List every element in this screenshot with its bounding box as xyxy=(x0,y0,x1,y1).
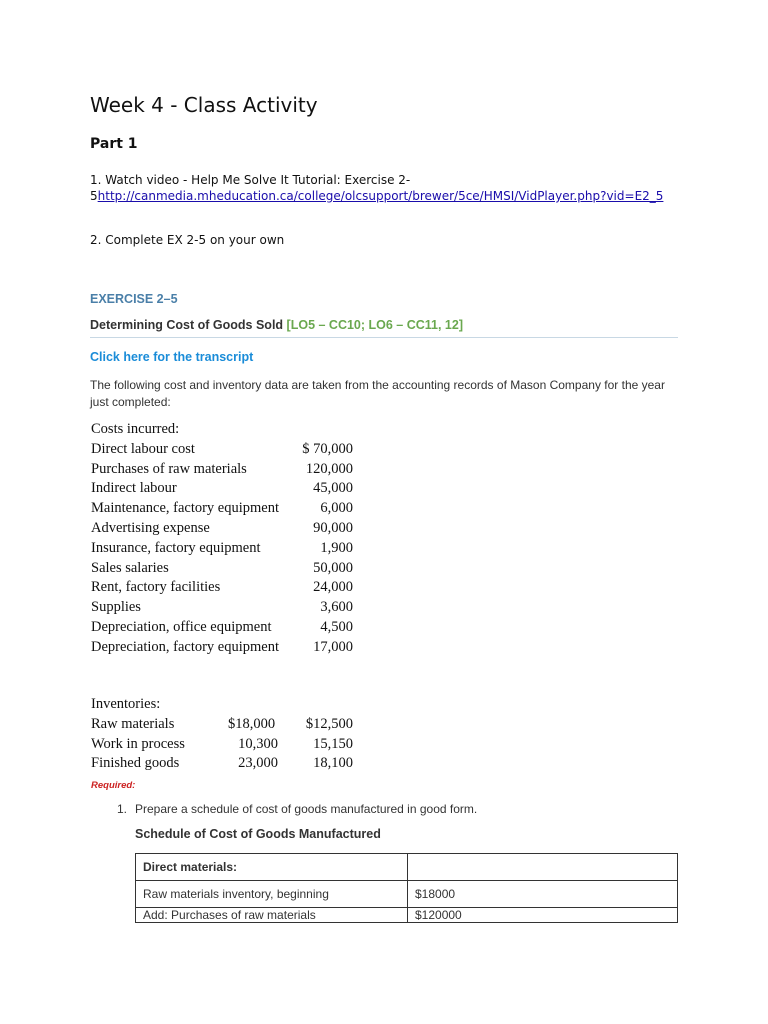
schedule-title: Schedule of Cost of Goods Manufactured xyxy=(135,827,381,841)
cost-row: Indirect labour 45,000 xyxy=(91,480,353,497)
schedule-cell-value: $18000 xyxy=(408,881,678,908)
requirement-text: Prepare a schedule of cost of goods manufactured in good form. xyxy=(135,802,478,816)
cost-row: Insurance, factory equipment 1,900 xyxy=(91,539,353,556)
cost-row: Purchases of raw materials 120,000 xyxy=(91,460,353,477)
exercise-subtitle xyxy=(90,318,463,332)
costs-heading: Costs incurred: xyxy=(91,421,180,437)
exercise-subtitle-text: Determining Cost of Goods Sold xyxy=(90,318,284,332)
table-row xyxy=(136,908,678,923)
cost-row: Maintenance, factory equipment 6,000 xyxy=(91,500,353,517)
inventory-row: Work in process 10,300 15,150 xyxy=(91,735,353,752)
instruction-text: 1. Watch video - Help Me Solve It Tutorial: Exercise 2-5 xyxy=(90,173,411,203)
instruction-complete-exercise: 2. Complete EX 2-5 on your own xyxy=(90,233,285,247)
cost-row: Direct labour cost $ 70,000 xyxy=(91,440,353,457)
schedule-cell-value xyxy=(408,854,678,881)
schedule-cell-label: Add: Purchases of raw materials xyxy=(136,908,408,923)
cost-row: Depreciation, office equipment 4,500 xyxy=(91,618,353,635)
page-title: Week 4 - Class Activity xyxy=(90,93,318,117)
cost-row: Advertising expense 90,000 xyxy=(91,519,353,536)
exercise-title: EXERCISE 2–5 xyxy=(90,292,178,306)
schedule-cell-label: Raw materials inventory, beginning xyxy=(136,881,408,908)
schedule-cell-value: $120000 xyxy=(408,908,678,923)
cost-row: Rent, factory facilities 24,000 xyxy=(91,579,353,596)
inventory-row: Finished goods 23,000 18,100 xyxy=(91,755,353,772)
divider xyxy=(90,337,678,338)
transcript-link[interactable]: Click here for the transcript xyxy=(90,350,254,364)
inventories-list xyxy=(91,695,353,774)
inventories-heading: Inventories: xyxy=(91,696,161,712)
cost-row: Supplies 3,600 xyxy=(91,599,353,616)
schedule-table xyxy=(135,853,678,923)
cost-row: Depreciation, factory equipment 17,000 xyxy=(91,638,353,655)
part-heading: Part 1 xyxy=(90,136,138,152)
schedule-cell-label: Direct materials: xyxy=(136,854,408,881)
requirement-number: 1. xyxy=(117,802,128,816)
table-row xyxy=(136,854,678,881)
video-link[interactable]: http://canmedia.mheducation.ca/college/olcsupport/brewer/5ce/HMSI/VidPlayer.php?vid=E2_5 xyxy=(97,189,664,203)
costs-incurred-list xyxy=(91,420,353,658)
table-row xyxy=(136,881,678,908)
exercise-intro: The following cost and inventory data are taken from the accounting records of Mason Company for the year just completed: xyxy=(90,378,665,409)
cost-row: Sales salaries 50,000 xyxy=(91,559,353,576)
requirement-item xyxy=(117,802,477,816)
inventory-row: Raw materials $18,000 $12,500 xyxy=(91,715,353,732)
required-label: Required: xyxy=(91,780,136,791)
instruction-watch-video xyxy=(90,172,690,204)
learning-objectives: [LO5 – CC10; LO6 – CC11, 12] xyxy=(286,318,463,332)
